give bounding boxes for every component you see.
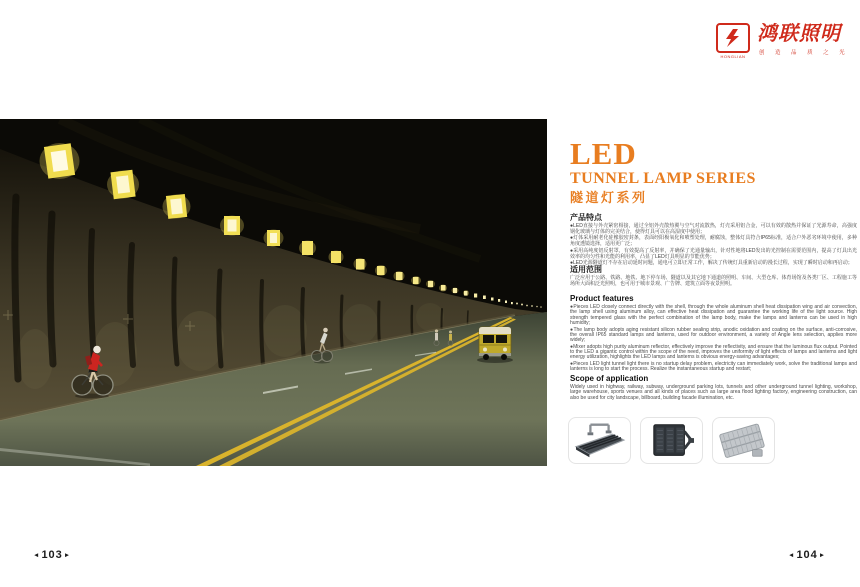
content-column [570, 136, 857, 401]
product-thumbnails [568, 417, 775, 464]
features-cn-bullet: ●LED直接与外壳紧密相接，通过全铝外壳散热翼与空气对流散热，灯壳采用铝合金，可以有效的散热并保证了光源寿命，高强度钢化玻璃与灯体的完美结合，使得灯具可以在高湿度中使用； [570, 223, 857, 235]
features-en-bullet: ●Mixer adopts high purity aluminum reflector, effectively improve the reflectivity, and ensure that the luminous flux output. Pointed to the LED a gigantic control within the scope of the need, improves the uniformity of light effects of lamps and lanterns and light energy utilization, highlights the LED lamps and lanterns is obvious energy-saving advantages; [570, 343, 857, 361]
brand-tagline: 创 造 品 质 之 光 [759, 50, 850, 56]
brand-logo-caption: HONGLIAN [720, 54, 746, 59]
section-scope-en [570, 374, 857, 402]
page-number-left [33, 549, 71, 561]
section-features-en [570, 294, 857, 374]
page-number-left-value: 103 [41, 549, 63, 561]
next-page-icon: ► [63, 551, 72, 559]
scope-en-body: Widely used in highway, railway, subway, underground parking lots, tunnels and other underground tunnel lighting, workshop, large warehouse, sports venues and all kinds of places such as large area flood lighting factory, engineering construction, can also be used for city landscape, billboard, building facade illumination, etc. [570, 384, 857, 401]
page-number-right [788, 549, 826, 561]
page-number-right-value: 104 [796, 549, 818, 561]
features-cn-bullet: ●采用高纯度铝反射罩，有效提高了反射率，并确保了光通量输出，针对性地将LED发出的光控制在需要范围内，提高了灯具出光效率的均匀性和光能的利用率，凸显了LED灯具明显的节能优势； [570, 247, 857, 260]
tunnel-photo [0, 119, 547, 466]
next-page-icon: ► [818, 551, 827, 559]
section-scope-cn [570, 265, 857, 288]
brand-logo [716, 23, 849, 59]
features-cn-bullet: ●灯体采用耐老化硅橡胶密封条，表面经阳极氧化和喷塑处理，耐腐蚀，整体灯具符合IP65标准，适合户外恶劣环境中使用，多种角度透镜选择，适用更广泛； [570, 235, 857, 248]
section-features-cn [570, 213, 857, 268]
lightning-h-icon [722, 28, 744, 48]
series-title-led: LED [570, 136, 637, 171]
series-title-cn: 隧道灯系列 [570, 190, 648, 205]
features-cn-heading: 产品特点 [570, 213, 602, 222]
scope-cn-heading: 适用范围 [570, 265, 602, 274]
prev-page-icon: ◄ [788, 551, 796, 559]
scope-en-heading: Scope of application [570, 374, 649, 383]
product-photo-front-lamp [640, 417, 703, 464]
brand-logo-icon [716, 23, 750, 53]
product-photo-bracket-lamp [568, 417, 631, 464]
features-en-bullet: ●Pieces LED light tunnel light there is no startup delay problem, electricity can immediately work, solve the traditional lamps and lanterns is long to start the process. Realize the instantaneous startup and restart; [570, 361, 857, 373]
brand-name: 鸿联照明 [757, 23, 841, 45]
features-cn-bullet: ●LED光源隧道灯不存在启动延时问题，通电可立即正常工作，解决了传统灯具重新启动的漫长过程，实现了瞬时启动和再启动； [570, 260, 853, 267]
features-en-bullet: ●Pieces LED closely connect directly with the shell, through the whole aluminum shell heat dissipation wing and air convection, the lamp shell using aluminum alloy, can effective heat dissipation and guarantee the working life of the light source. High strength tempered glass with the perfect combination of the lamp body, make the lamps and lanterns can be used in high humidity; [570, 304, 857, 326]
scope-cn-body: 广泛应用于公路、铁路、地铁、地下停车场、隧道以及其它地下通道的照明、车间、大型仓库、体育场馆及各类厂区、工程施工等场所大面积泛光照明，也可用于城市景观、广告牌、建筑立面等夜景照明。 [570, 275, 857, 287]
features-en-heading: Product features [570, 294, 634, 303]
prev-page-icon: ◄ [33, 551, 41, 559]
product-photo-tilted-lamp [712, 417, 775, 464]
features-en-bullet: ●The lamp body adopts aging resistant silicon rubber sealing strip, anodic oxidation and coating on the surface, anti-corrosive, the overall IP65 standard lamps and lanterns, used for outdoor environment, a variety of Angle lens selection, applies more widely; [570, 326, 857, 343]
series-title-en: TUNNEL LAMP SERIES [570, 170, 756, 187]
